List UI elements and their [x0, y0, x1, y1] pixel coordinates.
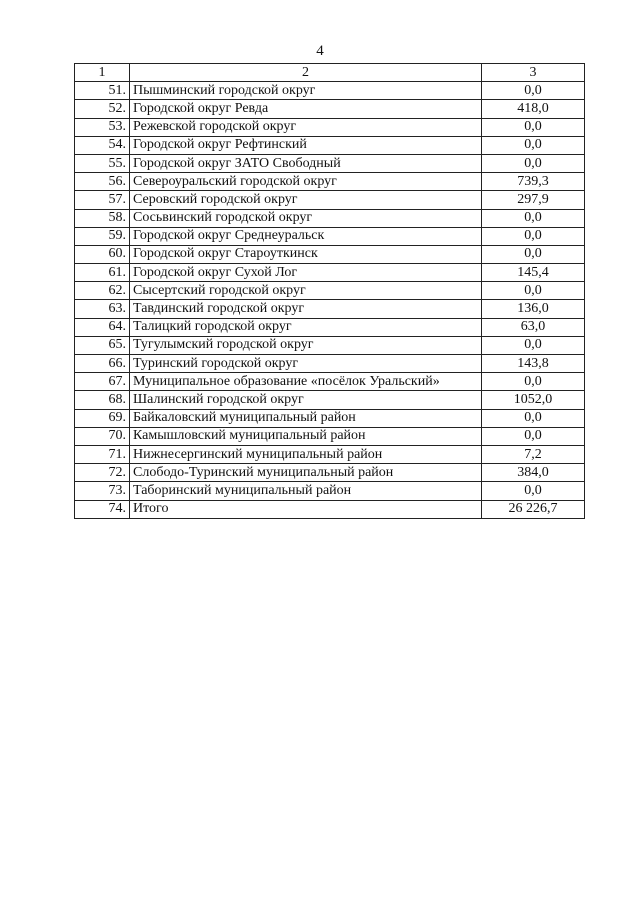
row-number-cell: 68. — [75, 391, 130, 409]
column-header-number: 1 — [75, 64, 130, 82]
municipality-name-cell: Талицкий городской округ — [130, 318, 482, 336]
municipality-name-cell: Туринский городской округ — [130, 355, 482, 373]
municipality-name-cell: Итого — [130, 500, 482, 518]
table-row — [75, 173, 585, 191]
row-number-cell: 51. — [75, 82, 130, 100]
municipality-name-cell: Тавдинский городской округ — [130, 300, 482, 318]
table-row — [75, 318, 585, 336]
data-table — [74, 63, 585, 519]
amount-cell: 384,0 — [482, 464, 585, 482]
row-number-cell: 70. — [75, 427, 130, 445]
amount-cell: 418,0 — [482, 100, 585, 118]
amount-cell: 0,0 — [482, 482, 585, 500]
municipality-name-cell: Шалинский городской округ — [130, 391, 482, 409]
amount-cell: 7,2 — [482, 445, 585, 463]
municipality-name-cell: Городской округ Среднеуральск — [130, 227, 482, 245]
amount-cell: 0,0 — [482, 245, 585, 263]
municipality-name-cell: Сосьвинский городской округ — [130, 209, 482, 227]
municipality-name-cell: Байкаловский муниципальный район — [130, 409, 482, 427]
amount-cell: 0,0 — [482, 282, 585, 300]
amount-cell: 739,3 — [482, 173, 585, 191]
row-number-cell: 71. — [75, 445, 130, 463]
municipality-name-cell: Тугулымский городской округ — [130, 336, 482, 354]
table-row — [75, 482, 585, 500]
municipality-name-cell: Камышловский муниципальный район — [130, 427, 482, 445]
row-number-cell: 57. — [75, 191, 130, 209]
table-row — [75, 336, 585, 354]
table-row — [75, 282, 585, 300]
row-number-cell: 69. — [75, 409, 130, 427]
amount-cell: 145,4 — [482, 264, 585, 282]
row-number-cell: 62. — [75, 282, 130, 300]
table-header — [75, 64, 585, 82]
table-row — [75, 118, 585, 136]
table-row — [75, 154, 585, 172]
row-number-cell: 65. — [75, 336, 130, 354]
amount-cell: 0,0 — [482, 136, 585, 154]
municipality-name-cell: Североуральский городской округ — [130, 173, 482, 191]
amount-cell: 136,0 — [482, 300, 585, 318]
table-row — [75, 264, 585, 282]
row-number-cell: 73. — [75, 482, 130, 500]
table-row — [75, 500, 585, 518]
table-body — [75, 82, 585, 519]
municipality-name-cell: Городской округ Староуткинск — [130, 245, 482, 263]
table-row — [75, 409, 585, 427]
amount-cell: 1052,0 — [482, 391, 585, 409]
row-number-cell: 56. — [75, 173, 130, 191]
municipality-name-cell: Городской округ ЗАТО Свободный — [130, 154, 482, 172]
municipality-name-cell: Таборинский муниципальный район — [130, 482, 482, 500]
header-row — [75, 64, 585, 82]
amount-cell: 0,0 — [482, 336, 585, 354]
page-number: 4 — [316, 43, 324, 59]
row-number-cell: 58. — [75, 209, 130, 227]
table-row — [75, 100, 585, 118]
table-row — [75, 227, 585, 245]
row-number-cell: 67. — [75, 373, 130, 391]
row-number-cell: 52. — [75, 100, 130, 118]
row-number-cell: 72. — [75, 464, 130, 482]
table-row — [75, 355, 585, 373]
amount-cell: 0,0 — [482, 227, 585, 245]
row-number-cell: 61. — [75, 264, 130, 282]
table-row — [75, 300, 585, 318]
column-header-value: 3 — [482, 64, 585, 82]
table-row — [75, 136, 585, 154]
row-number-cell: 66. — [75, 355, 130, 373]
amount-cell: 26 226,7 — [482, 500, 585, 518]
table-row — [75, 373, 585, 391]
row-number-cell: 54. — [75, 136, 130, 154]
table-row — [75, 209, 585, 227]
municipality-name-cell: Пышминский городской округ — [130, 82, 482, 100]
table-row — [75, 445, 585, 463]
amount-cell: 0,0 — [482, 82, 585, 100]
table-row — [75, 391, 585, 409]
row-number-cell: 64. — [75, 318, 130, 336]
table-row — [75, 191, 585, 209]
municipality-name-cell: Городской округ Рефтинский — [130, 136, 482, 154]
municipality-name-cell: Слободо-Туринский муниципальный район — [130, 464, 482, 482]
row-number-cell: 55. — [75, 154, 130, 172]
municipality-name-cell: Городской округ Ревда — [130, 100, 482, 118]
municipality-name-cell: Нижнесергинский муниципальный район — [130, 445, 482, 463]
municipality-name-cell: Сысертский городской округ — [130, 282, 482, 300]
municipality-name-cell: Городской округ Сухой Лог — [130, 264, 482, 282]
row-number-cell: 63. — [75, 300, 130, 318]
amount-cell: 297,9 — [482, 191, 585, 209]
row-number-cell: 53. — [75, 118, 130, 136]
amount-cell: 143,8 — [482, 355, 585, 373]
amount-cell: 0,0 — [482, 373, 585, 391]
table-row — [75, 82, 585, 100]
row-number-cell: 60. — [75, 245, 130, 263]
amount-cell: 0,0 — [482, 409, 585, 427]
amount-cell: 63,0 — [482, 318, 585, 336]
amount-cell: 0,0 — [482, 154, 585, 172]
column-header-name: 2 — [130, 64, 482, 82]
amount-cell: 0,0 — [482, 118, 585, 136]
municipality-name-cell: Режевской городской округ — [130, 118, 482, 136]
municipality-name-cell: Серовский городской округ — [130, 191, 482, 209]
amount-cell: 0,0 — [482, 209, 585, 227]
table-row — [75, 464, 585, 482]
amount-cell: 0,0 — [482, 427, 585, 445]
row-number-cell: 59. — [75, 227, 130, 245]
table-row — [75, 427, 585, 445]
municipality-name-cell: Муниципальное образование «посёлок Уральский» — [130, 373, 482, 391]
table-row — [75, 245, 585, 263]
row-number-cell: 74. — [75, 500, 130, 518]
